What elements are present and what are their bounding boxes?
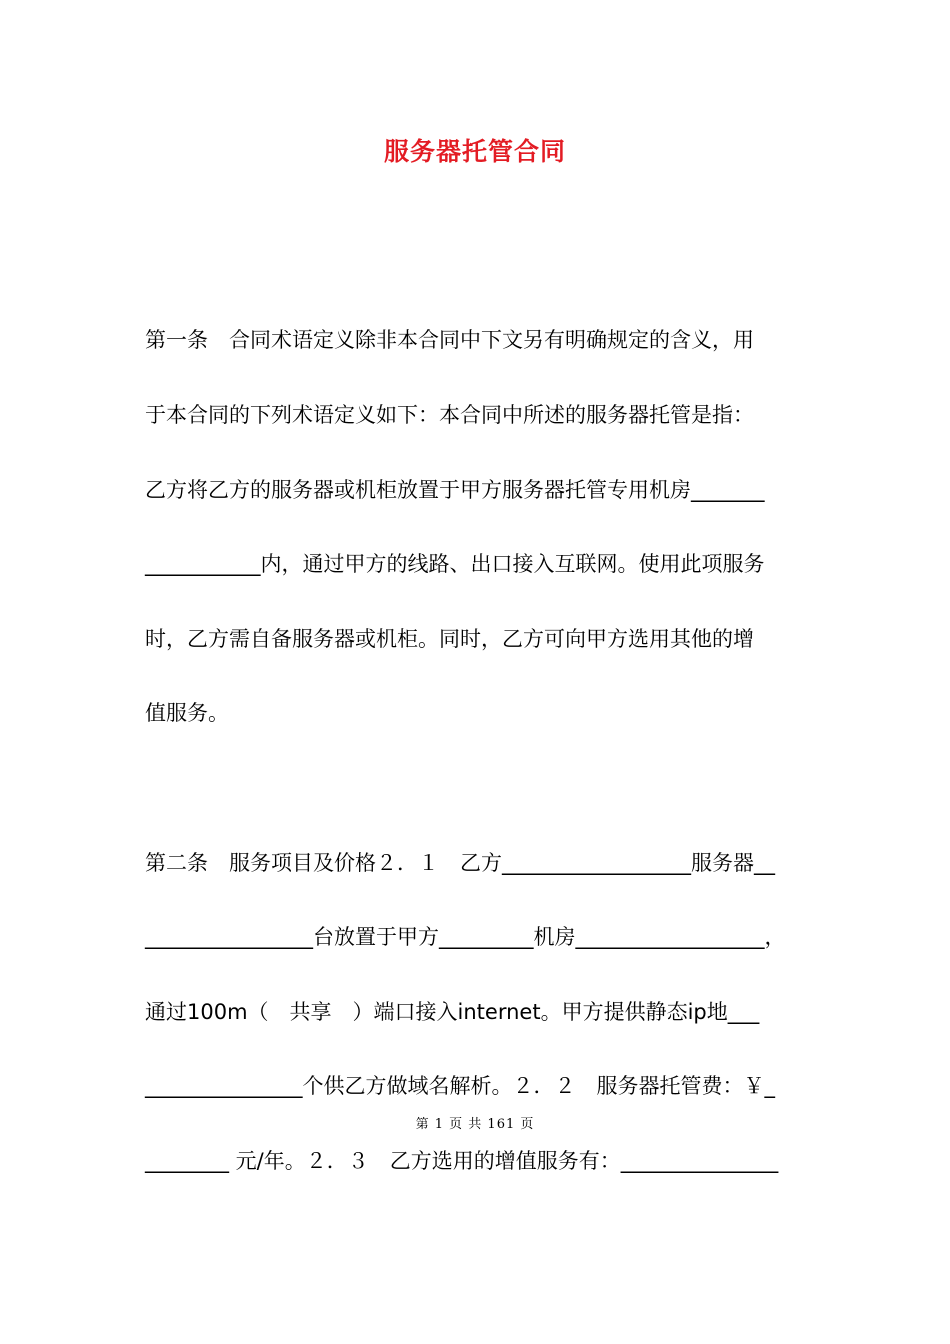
article-1-line-1: 第一条 合同术语定义除非本合同中下文另有明确规定的含义，用 [145, 328, 754, 352]
article-1-line-4: ___________内，通过甲方的线路、出口接入互联网。使用此项服务 [145, 552, 765, 576]
article-1-line-5: 时，乙方需自备服务器或机柜。同时，乙方可向甲方选用其他的增 [145, 627, 754, 651]
article-2-line-5: ________ 元/年。２．３ 乙方选用的增值服务有：_______________ [145, 1149, 779, 1173]
article-1-line-2: 于本合同的下列术语定义如下：本合同中所述的服务器托管是指： [145, 403, 754, 427]
document-title: 服务器托管合同 [383, 137, 566, 166]
article-1-line-6: 值服务。 [145, 701, 229, 725]
article-2-line-4: _______________个供乙方做域名解析。２．２ 服务器托管费：￥_ [145, 1074, 775, 1098]
article-2-line-2: ________________台放置于甲方_________机房__________________， [145, 925, 786, 949]
page-footer: 第 1 页 共 161 页 [415, 1117, 535, 1132]
article-2-line-1: 第二条 服务项目及价格２．１ 乙方__________________服务器__ [145, 851, 775, 875]
article-1-line-3: 乙方将乙方的服务器或机柜放置于甲方服务器托管专用机房_______ [145, 478, 765, 502]
article-2-line-3: 通过100m（ 共享 ）端口接入internet。甲方提供静态ip地___ [145, 1000, 760, 1024]
